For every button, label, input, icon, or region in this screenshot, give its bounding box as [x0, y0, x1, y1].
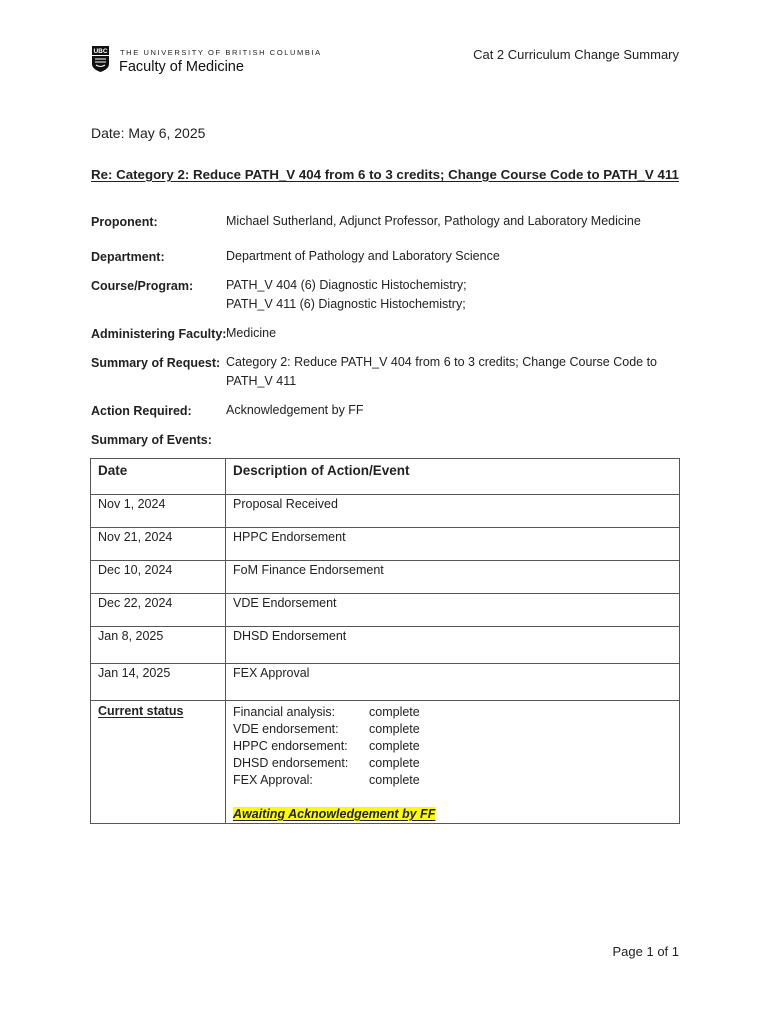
status-item [233, 721, 672, 738]
event-date: Jan 8, 2025 [91, 627, 226, 664]
university-name: THE UNIVERSITY OF BRITISH COLUMBIA [120, 48, 322, 57]
course-value-2: PATH_V 411 (6) Diagnostic Histochemistry; [226, 297, 466, 311]
event-description: VDE Endorsement [226, 594, 680, 627]
table-row [91, 561, 680, 594]
awaiting-acknowledgement-note: Awaiting Acknowledgement by FF [233, 807, 436, 821]
status-item-key: Financial analysis: [233, 705, 336, 719]
proponent-label: Proponent: [91, 215, 158, 229]
status-item-value: complete [369, 722, 420, 736]
event-description: HPPC Endorsement [226, 528, 680, 561]
status-item [233, 704, 672, 721]
status-item-value: complete [369, 756, 420, 770]
summary-of-request-value-2: PATH_V 411 [226, 374, 297, 388]
event-date: Jan 14, 2025 [91, 664, 226, 701]
column-header-date: Date [91, 459, 226, 495]
current-status-details [226, 701, 680, 824]
event-description: FoM Finance Endorsement [226, 561, 680, 594]
document-title: Cat 2 Curriculum Change Summary [473, 47, 679, 62]
proponent-value: Michael Sutherland, Adjunct Professor, Pathology and Laboratory Medicine [226, 214, 641, 228]
events-table [90, 458, 680, 824]
department-label: Department: [91, 250, 165, 264]
summary-of-events-label: Summary of Events: [91, 433, 212, 447]
event-date: Nov 21, 2024 [91, 528, 226, 561]
summary-of-request-value-1: Category 2: Reduce PATH_V 404 from 6 to 3 credits; Change Course Code to [226, 355, 658, 369]
logo-text: UBC [93, 48, 108, 56]
course-label: Course/Program: [91, 279, 194, 293]
department-value: Department of Pathology and Laboratory Science [226, 249, 500, 263]
page-number: Page 1 of 1 [612, 944, 679, 959]
status-item-key: VDE endorsement: [233, 722, 339, 736]
event-description: FEX Approval [226, 664, 680, 701]
action-required-label: Action Required: [91, 404, 192, 418]
status-item [233, 772, 672, 789]
status-item [233, 738, 672, 755]
status-item-key: HPPC endorsement: [233, 739, 348, 753]
summary-of-request-label: Summary of Request: [91, 356, 221, 370]
event-date: Dec 10, 2024 [91, 561, 226, 594]
table-row [91, 627, 680, 664]
status-item-key: FEX Approval: [233, 773, 313, 787]
administering-faculty-value: Medicine [226, 326, 277, 340]
event-description: Proposal Received [226, 495, 680, 528]
column-header-description: Description of Action/Event [226, 459, 680, 495]
table-row [91, 528, 680, 561]
status-item-value: complete [369, 739, 420, 753]
faculty-name: Faculty of Medicine [119, 59, 244, 75]
date-line: Date: May 6, 2025 [91, 125, 206, 141]
current-status-label: Current status [98, 704, 184, 718]
course-value-1: PATH_V 404 (6) Diagnostic Histochemistry; [226, 278, 467, 292]
table-header-row [91, 459, 680, 495]
status-item-key: DHSD endorsement: [233, 756, 349, 770]
event-description: DHSD Endorsement [226, 627, 680, 664]
table-row [91, 594, 680, 627]
table-row [91, 664, 680, 701]
re-line: Re: Category 2: Reduce PATH_V 404 from 6 to 3 credits; Change Course Code to PATH_V 411 [91, 167, 679, 182]
event-date: Dec 22, 2024 [91, 594, 226, 627]
administering-faculty-label: Administering Faculty: [91, 327, 227, 341]
ubc-logo [92, 46, 109, 72]
event-date: Nov 1, 2024 [91, 495, 226, 528]
action-required-value: Acknowledgement by FF [226, 403, 364, 417]
status-item-value: complete [369, 705, 420, 719]
status-row [91, 701, 680, 824]
status-item-value: complete [369, 773, 420, 787]
status-item [233, 755, 672, 772]
current-status-label-cell [91, 701, 226, 824]
table-row [91, 495, 680, 528]
